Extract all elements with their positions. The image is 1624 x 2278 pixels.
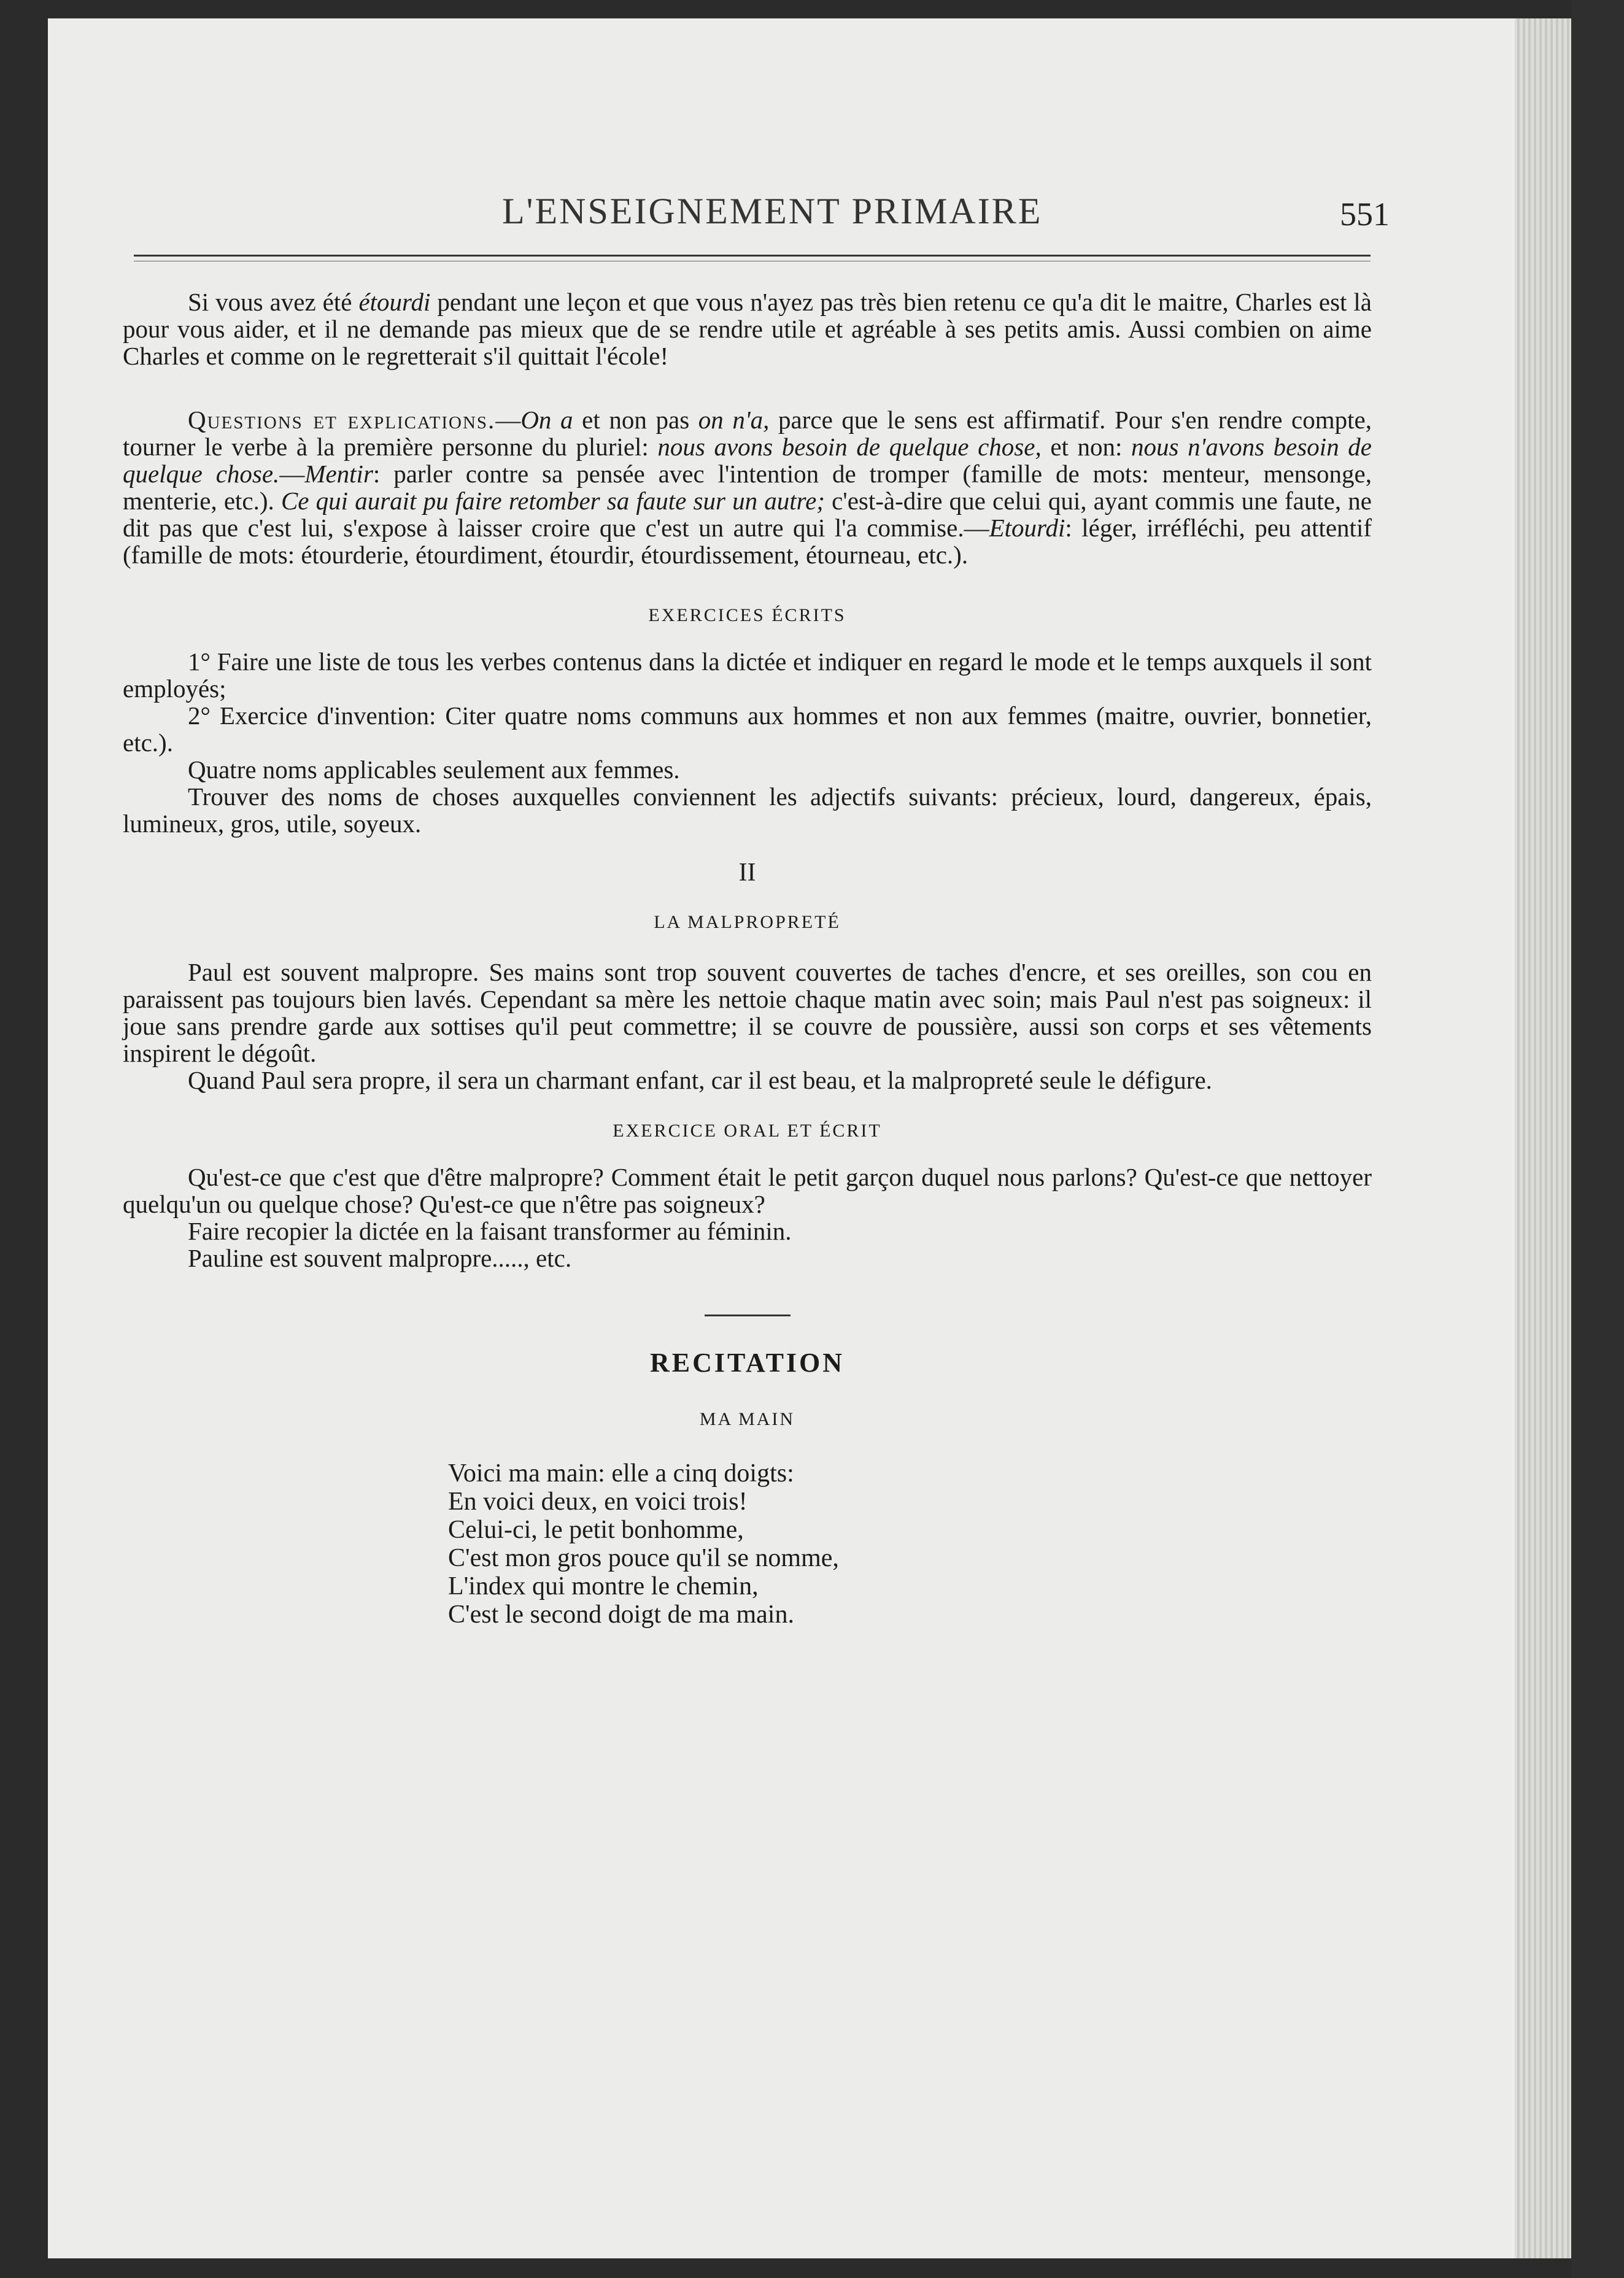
poem-line: C'est mon gros pouce qu'il se nomme,	[448, 1544, 839, 1572]
page-content	[123, 288, 1372, 1629]
questions-label: Questions et explications.	[188, 406, 496, 434]
header-rule	[134, 255, 1371, 257]
poem-line: Celui-ci, le petit bonhomme,	[448, 1516, 744, 1544]
intro-paragraph: Si vous avez été étourdi pendant une leçon et que vous n'ayez pas très bien retenu ce qu'a dit le maitre, Charles est là pour vous aider, et il ne demande pas mieux que de se rendre utile et agréable à ses petits amis. Aussi combien on aime Charles et comme on le regretterait s'il quittait l'école!	[123, 288, 1372, 370]
dictation-paragraph-2: Quand Paul sera propre, il sera un charmant enfant, car il est beau, et la malpropreté seule le défigure.	[188, 1066, 1212, 1094]
page-header	[122, 184, 1390, 270]
oral-questions: Qu'est-ce que c'est que d'être malpropre? Comment était le petit garçon duquel nous parlons? Qu'est-ce que nettoyer quelqu'un ou quelque chose? Qu'est-ce que n'être pas soigneux?	[123, 1163, 1372, 1218]
oral-example: Pauline est souvent malpropre....., etc.	[188, 1244, 572, 1272]
exercices-ecrits-heading: EXERCICES ÉCRITS	[648, 605, 846, 625]
dictation-paragraph-1: Paul est souvent malpropre. Ses mains sont trop souvent couvertes de taches d'encre, et ses oreilles, son cou en paraissent pas toujours bien lavés. Cependant sa mère les nettoie chaque matin avec soin; mais Paul n'est pas soigneux: il joue sans prendre garde aux sottises qu'il peut commettre; il se couvre de poussière, aussi son corps et ses vêtements inspirent le dégoût.	[123, 958, 1372, 1067]
scan-border	[1571, 0, 1624, 2278]
section-title: LA MALPROPRETÉ	[654, 912, 841, 932]
recitation-heading: RECITATION	[649, 1348, 845, 1378]
poem-line: En voici deux, en voici trois!	[448, 1488, 748, 1516]
exercise-item-3: Quatre noms applicables seulement aux femmes.	[188, 755, 680, 784]
exercise-item-1: 1° Faire une liste de tous les verbes contenus dans la dictée et indiquer en regard le mode et le temps auxquels il sont employés;	[123, 647, 1372, 703]
oral-instruction: Faire recopier la dictée en la faisant transformer au féminin.	[188, 1217, 792, 1245]
running-title: L'ENSEIGNEMENT PRIMAIRE	[502, 191, 1043, 231]
poem	[448, 1459, 1372, 1629]
exercise-item-4: Trouver des noms de choses auxquelles conviennent les adjectifs suivants: précieux, lourd, dangereux, épais, lumineux, gros, utile, soyeux.	[123, 782, 1372, 838]
poem-line: L'index qui montre le chemin,	[448, 1572, 759, 1600]
questions-paragraph: Questions et explications.—On a et non pas on n'a, parce que le sens est affirmatif. Pour s'en rendre compte, tourner le verbe à la première personne du pluriel: nous avons besoin de quelque chose, et non: nous n'avons besoin de quelque chose.—Mentir: parler contre sa pensée avec l'intention de tromper (famille de mots: menteur, mensonge, menterie, etc.). Ce qui aurait pu faire retomber sa faute sur un autre; c'est-à-dire que celui qui, ayant commis une faute, ne dit pas que c'est lui, s'expose à laisser croire que c'est un autre qui l'a commise.—Etourdi: léger, irréfléchi, peu attentif (famille de mots: étourderie, étourdiment, étourdir, étourdissement, étourneau, etc.).	[123, 406, 1372, 569]
exercice-oral-heading: EXERCICE ORAL ET ÉCRIT	[613, 1121, 882, 1141]
exercise-item-2: 2° Exercice d'invention: Citer quatre noms communs aux hommes et non aux femmes (maitre, ouvrier, bonnetier, etc.).	[123, 701, 1372, 757]
poem-line: C'est le second doigt de ma main.	[448, 1600, 794, 1629]
page-number: 551	[1340, 196, 1390, 233]
section-numeral: II	[738, 859, 756, 887]
book-page	[48, 18, 1515, 2258]
poem-title: MA MAIN	[699, 1409, 795, 1429]
poem-line: Voici ma main: elle a cinq doigts:	[448, 1459, 794, 1488]
